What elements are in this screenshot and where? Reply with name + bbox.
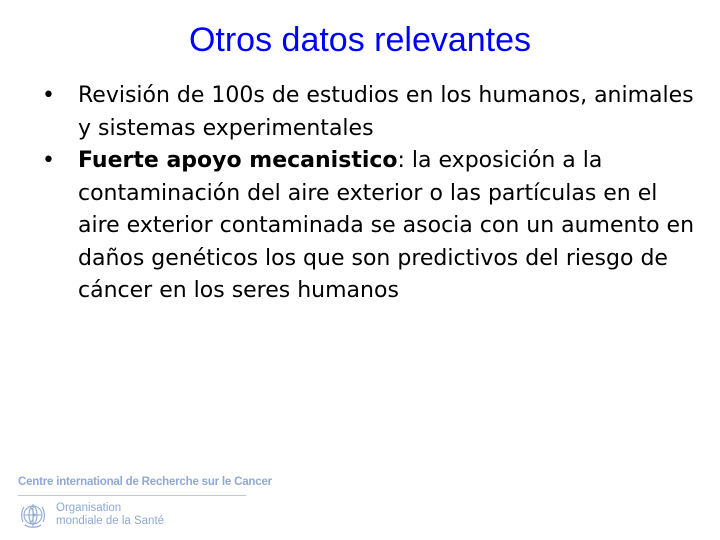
logo-org-line2: mondiale de la Santé xyxy=(56,514,165,527)
bullet-bold-text: Fuerte apoyo mecanistico xyxy=(78,148,398,173)
slide-title: Otros datos relevantes xyxy=(188,21,532,59)
logo-iarc-name: Centre international de Recherche sur le Cancer xyxy=(18,476,272,488)
logo-org-line1: Organisation xyxy=(56,502,122,514)
logo-who-name xyxy=(56,502,164,527)
bullet-marker: • xyxy=(42,83,55,108)
who-emblem-icon xyxy=(18,500,48,530)
logo-divider xyxy=(18,495,246,496)
bullet-text: : la exposición a la contaminación del aire exterior o las partículas en el aire exterior contaminada se asocia con un aumento en daños genéticos los que son predictivos del riesgo de cáncer en los seres humanos xyxy=(78,148,695,303)
bullet-item xyxy=(40,80,700,145)
bullet-list xyxy=(40,80,700,308)
bullet-item xyxy=(40,145,700,308)
iarc-who-logo xyxy=(18,476,272,532)
bullet-marker: • xyxy=(42,148,55,173)
bullet-text: Revisión de 100s de estudios en los humanos, animales y sistemas experimentales xyxy=(78,83,694,141)
